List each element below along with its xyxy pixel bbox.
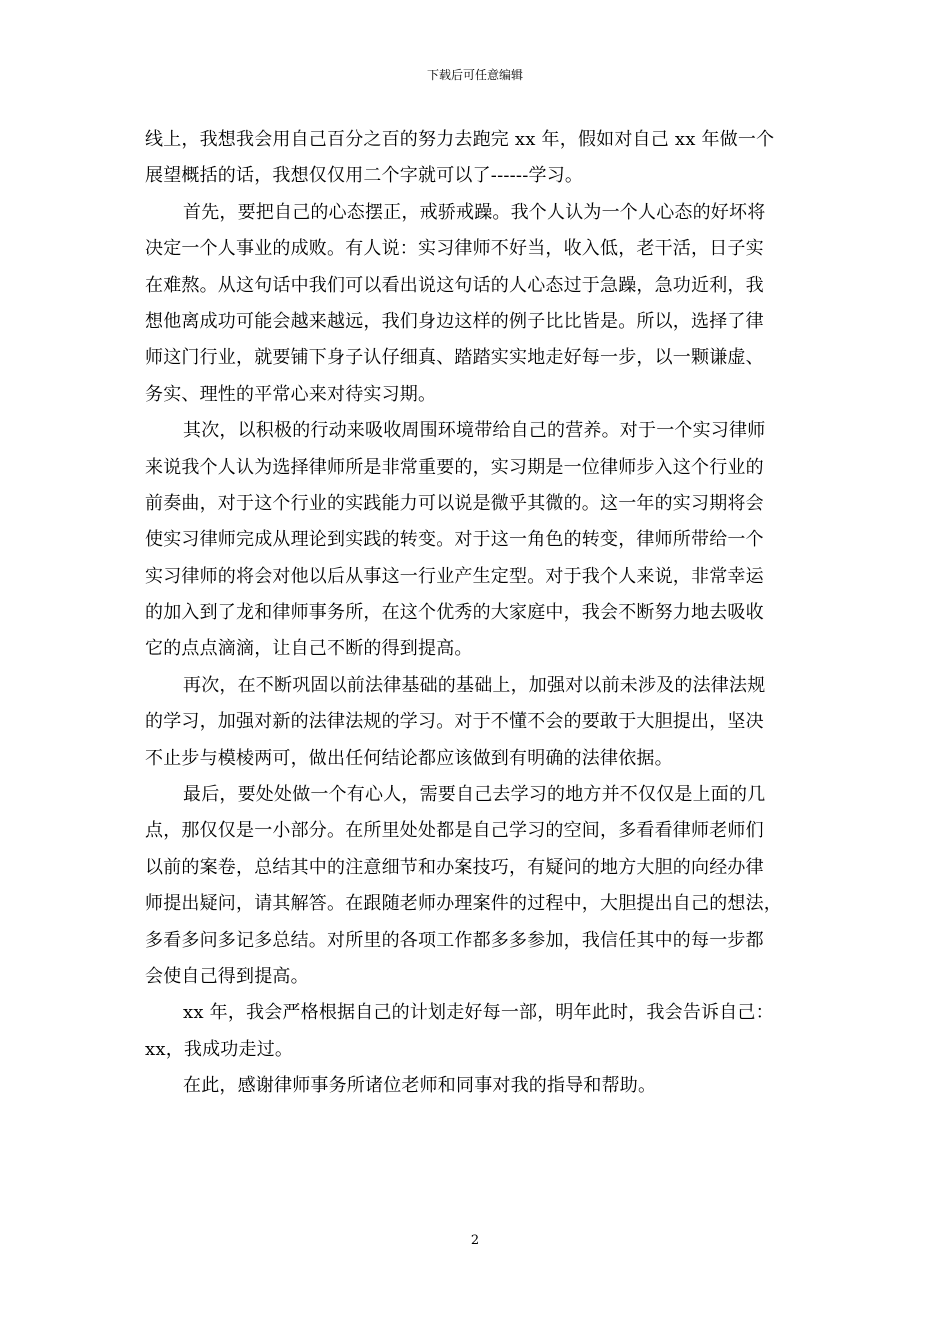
paragraph-start-line: 最后，要处处做一个有心人，需要自己去学习的地方并不仅仅是上面的几 [183,784,766,806]
page-number: 2 [470,1233,480,1248]
text-line: 不止步与模棱两可，做出任何结论都应该做到有明确的法律依据。 [145,747,673,769]
text-line: 的加入到了龙和律师事务所，在这个优秀的大家庭中，我会不断努力地去吸收 [145,602,764,624]
page-header: 下载后可任意编辑 [426,68,523,82]
text-line: 想他离成功可能会越来越远，我们身边这样的例子比比皆是。所以，选择了律 [145,310,764,332]
paragraph-start-line: 其次，以积极的行动来吸收周围环境带给自己的营养。对于一个实习律师 [183,420,766,442]
text-line: 多看多问多记多总结。对所里的各项工作都多多参加，我信任其中的每一步都 [145,929,764,951]
paragraph-start-line: 在此，感谢律师事务所诸位老师和同事对我的指导和帮助。 [183,1075,657,1097]
text-line: 它的点点滴滴，让自己不断的得到提高。 [145,638,473,660]
text-line: 师这门行业，就要铺下身子认仔细真、踏踏实实地走好每一步，以一颗谦虚、 [145,347,764,369]
text-line: 师提出疑问，请其解答。在跟随老师办理案件的过程中，大胆提出自己的想法， [145,893,782,915]
text-line: 决定一个人事业的成败。有人说：实习律师不好当，收入低，老干活，日子实 [145,238,764,260]
text-line: 在难熬。从这句话中我们可以看出说这句话的人心态过于急躁，急功近利，我 [145,274,764,296]
text-line: 点，那仅仅是一小部分。在所里处处都是自己学习的空间，多看看律师老师们 [145,820,764,842]
paragraph-start-line: 再次，在不断巩固以前法律基础的基础上，加强对以前未涉及的法律法规 [183,674,766,696]
text-line: 实习律师的将会对他以后从事这一行业产生定型。对于我个人来说，非常幸运 [145,565,764,587]
text-line: 使实习律师完成从理论到实践的转变。对于这一角色的转变，律师所带给一个 [145,529,764,551]
document-body [145,122,810,1105]
paragraph-start-line: 首先，要把自己的心态摆正，戒骄戒躁。我个人认为一个人心态的好坏将 [183,201,766,223]
text-line: xx，我成功走过。 [145,1038,294,1060]
text-line: 务实、理性的平常心来对待实习期。 [145,383,437,405]
text-line: 来说我个人认为选择律师所是非常重要的，实习期是一位律师步入这个行业的 [145,456,764,478]
text-line: 线上，我想我会用自己百分之百的努力去跑完 xx 年，假如对自己 xx 年做一个 [145,129,775,150]
text-line: 以前的案卷，总结其中的注意细节和办案技巧，有疑问的地方大胆的向经办律 [145,856,764,878]
text-line: 前奏曲，对于这个行业的实践能力可以说是微乎其微的。这一年的实习期将会 [145,492,764,514]
text-line: 会使自己得到提高。 [145,965,309,987]
text-line: 的学习，加强对新的法律法规的学习。对于不懂不会的要敢于大胆提出，坚决 [145,711,764,733]
paragraph-start-line: xx 年，我会严格根据自己的计划走好每一部，明年此时，我会告诉自己： [183,1002,774,1024]
text-line: 展望概括的话，我想仅仅用二个字就可以了------学习。 [145,165,584,187]
